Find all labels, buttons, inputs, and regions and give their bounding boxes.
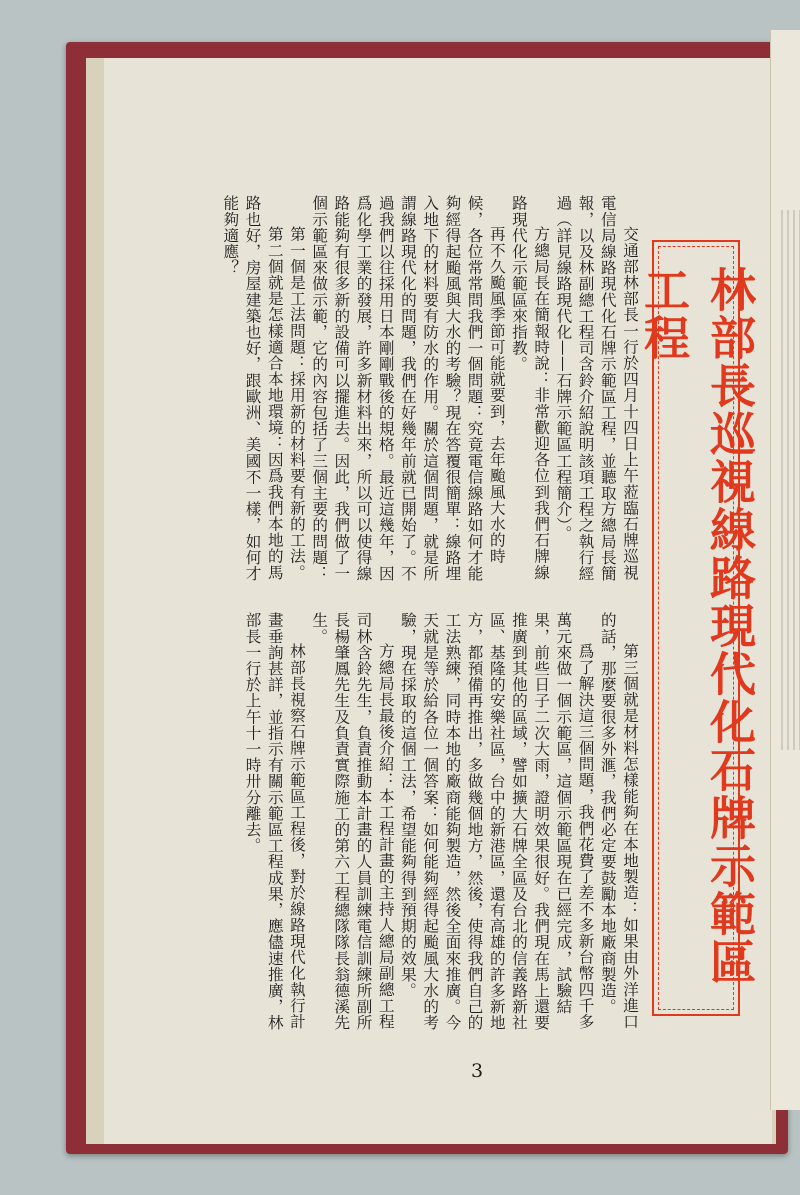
paragraph: 第一個是工法問題：採用新的材料要有新的工法。: [287, 226, 306, 581]
paragraph: 爲了解決這三個問題，我們花費了差不多新台幣四千多萬元來做一個示範區，這個示範區現在已經完成，試驗結果，前些日子二次大雨，證明效果很好。我們現在馬上還要推廣到其他的區域，譬如擴大石牌全區及台北的信義路新社區、基隆的安樂社區，台中的新港區，還有高雄的許多新地方，都預備再推出，多做幾個地方，然後，使得我們自己的工法熟練，同時本地的廠商能夠製造，然後全面來推廣。今天就是等於給各位一個答案：如何能夠經得起颱風大水的考驗，現在採取的這個工法，希望能夠得到預期的效果。: [398, 612, 595, 1031]
title-frame: [637, 240, 757, 1016]
body-column-upper: [171, 195, 641, 590]
paragraph: 再不久颱風季節可能就要到，去年颱風大水的時候，各位常常問我們一個問題：究竟電信線路如何才能夠經得起颱風與大水的考驗？現在答覆很簡單：線路埋入地下的材料要有防水的作用。關於這個問題，就是所謂線路現代化的問題，我們在好幾年前就已開始了。不過我們以往採用日本剛剛戰後的規格。最近這幾年，因爲化學工業的發展，許多新材料出來，所以可以使得線路能夠有很多新的設備可以擺進去。因此，我們做了一個示範區來做示範，它的內容包括了三個主要的問題：: [310, 195, 506, 582]
adjacent-page-text-ghost: [777, 210, 800, 750]
paragraph: 第三個就是材料怎樣能夠在本地製造：如果由外洋進口的話，那麼要很多外滙，我們必定要鼓勵本地廠商製造。: [598, 612, 639, 1030]
paragraph: 林部長視察石牌示範區工程後，對於線路現代化執行計畫垂詢甚詳，並指示有關示範區工程成果，應儘速推廣，林部長一行於上午十一時卅分離去。: [243, 612, 306, 1031]
paragraph: 方總局長在簡報時說：非常歡迎各位到我們石牌線路現代化示範區來指教。: [509, 195, 551, 581]
article-title: 林部長巡視線路現代化石牌示範區工程: [637, 266, 757, 986]
adjacent-page-edge: [770, 30, 800, 1110]
paragraph: 交通部林部長一行於四月十四日上午蒞臨石牌巡視電信局線路現代化石牌示範區工程，並聽取方總局長簡報，以及林副總工程司含鈴介紹說明該項工程之執行經過（詳見線路現代化——石牌示範區工程簡介）。: [554, 195, 639, 582]
page-number: 3: [470, 1060, 484, 1082]
paragraph: 方總局長最後介紹：本工程計畫的主持人總局副總工程司林含鈴先生，負責推動本計畫的人員訓練電信訓練所副所長楊肇鳳先生及負責實際施工的第六工程總隊隊長翁德溪先生。: [310, 612, 395, 1031]
body-column-lower: [150, 612, 641, 1042]
paragraph: 第二個就是怎樣適合本地環境：因爲我們本地的馬路也好，房屋建築也好，跟歐洲、美國不一樣，如何才能夠適應？: [221, 195, 284, 582]
